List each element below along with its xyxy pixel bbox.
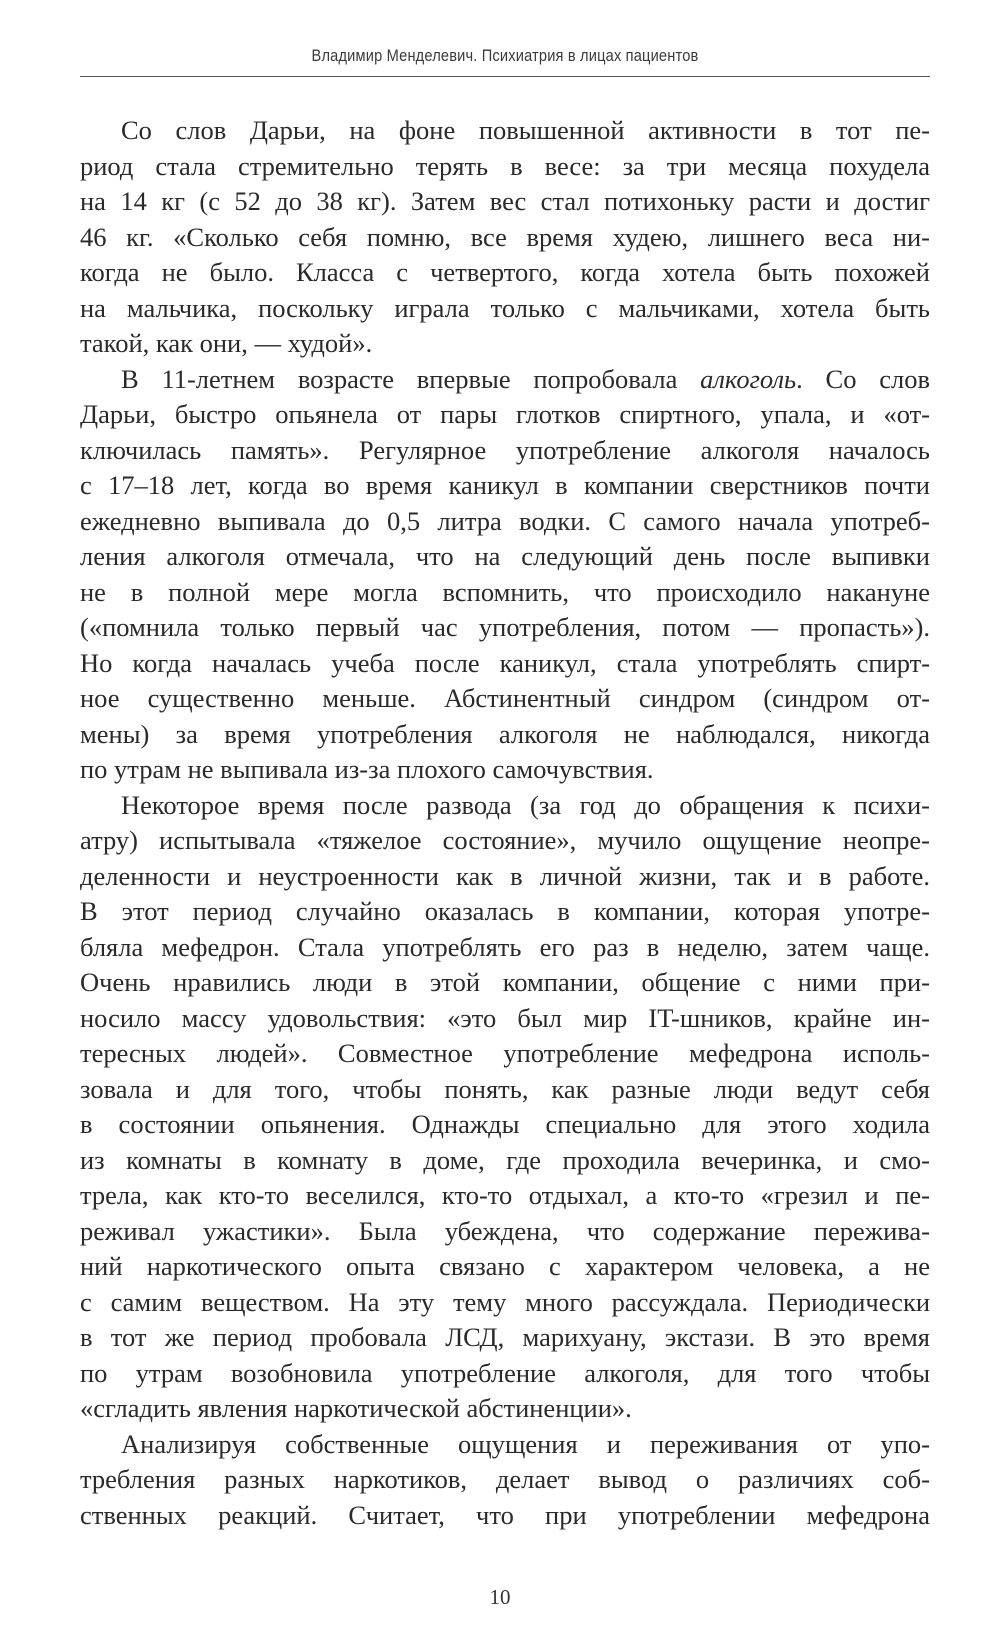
text-line: («помнила только первый час употребления, потом — пропасть»). [80, 612, 930, 642]
text-segment: . Со слов [796, 363, 930, 394]
text-line: ное существенно меньше. Абстинентный синдром (синдром от- [80, 683, 930, 713]
italic-term: алкоголь [700, 363, 797, 394]
body-text [80, 113, 930, 1533]
text-line: 46 кг. «Сколько себя помню, все время худею, лишнего веса ни- [80, 221, 930, 252]
text-line: бляла мефедрон. Стала употреблять его раз в неделю, затем чаще. [80, 931, 930, 962]
text-line: риод стала стремительно терять в весе: за три месяца похудела [80, 150, 930, 181]
text-line: мены) за время употребления алкоголя не наблюдался, никогда [80, 718, 930, 749]
text-line: Некоторое время после развода (за год до обращения к психи- [121, 789, 930, 820]
text-line: с самим веществом. На эту тему много рассуждала. Периодически [80, 1286, 930, 1317]
text-segment: В 11-летнем возрасте впервые попробовала [121, 363, 701, 394]
text-line: по утрам возобновила употребление алкоголя, для того чтобы [80, 1357, 930, 1388]
header-rule [80, 76, 930, 77]
text-line: не в полной мере могла вспомнить, что происходило накануне [80, 576, 930, 607]
text-line: ключилась память». Регулярное употребление алкоголя началось [80, 434, 930, 465]
text-line: из комнаты в комнату в доме, где проходила вечеринка, и смо- [80, 1144, 930, 1175]
page-number: 10 [489, 1585, 511, 1609]
text-line: по утрам не выпивала из-за плохого самочувствия. [80, 754, 654, 784]
text-line: ний наркотического опыта связано с характером человека, а не [80, 1251, 930, 1281]
text-line: на мальчика, поскольку играла только с мальчиками, хотела быть [80, 292, 930, 323]
text-line: носило массу удовольствия: «это был мир IT-шников, крайне ин- [80, 1002, 930, 1033]
running-header: Владимир Менделевич. Психиатрия в лицах пациентов [311, 46, 699, 65]
text-line: атру) испытывала «тяжелое состояние», мучило ощущение неопре- [80, 825, 930, 855]
text-line: с 17–18 лет, когда во время каникул в компании сверстников почти [80, 470, 930, 500]
text-line: ственных реакций. Считает, что при употреблении мефедрона [80, 1499, 930, 1530]
text-line: зовала и для того, чтобы понять, как разные люди ведут себя [80, 1073, 930, 1104]
text-line: трела, как кто-то веселился, кто-то отдыхал, а кто-то «грезил и пе- [80, 1180, 930, 1210]
text-line: Со слов Дарьи, на фоне повышенной активности в тот пе- [121, 115, 930, 145]
text-line: В этот период случайно оказалась в компании, которая употре- [80, 896, 930, 926]
text-line: Но когда началась учеба после каникул, стала употреблять спирт- [80, 647, 930, 678]
text-line: требления разных наркотиков, делает вывод о различиях соб- [80, 1464, 930, 1494]
text-line: реживал ужастики». Была убеждена, что содержание пережива- [80, 1215, 930, 1246]
text-line: Очень нравились люди в этой компании, общение с ними при- [80, 967, 930, 997]
text-line: в состоянии опьянения. Однажды специально для этого ходила [80, 1109, 930, 1139]
text-line: в тот же период пробовала ЛСД, марихуану, экстази. В это время [80, 1322, 930, 1352]
text-line: деленности и неустроенности как в личной жизни, так и в работе. [80, 860, 930, 891]
text-line: Анализируя собственные ощущения и переживания от упо- [121, 1428, 930, 1459]
text-line: когда не было. Класса с четвертого, когда хотела быть похожей [80, 257, 930, 287]
text-line-with-italic [80, 362, 930, 398]
text-line: такой, как они, — худой». [80, 328, 373, 358]
text-line: ежедневно выпивала до 0,5 литра водки. С самого начала употреб- [80, 505, 930, 536]
text-line: ления алкоголя отмечала, что на следующий день после выпивки [80, 541, 930, 571]
text-line: Дарьи, быстро опьянела от пары глотков спиртного, упала, и «от- [80, 399, 930, 429]
text-line: на 14 кг (с 52 до 38 кг). Затем вес стал потихоньку расти и достиг [80, 186, 930, 216]
text-line: «сгладить явления наркотической абстиненции». [80, 1393, 632, 1423]
text-line: тересных людей». Совместное употребление мефедрона исполь- [80, 1038, 930, 1068]
